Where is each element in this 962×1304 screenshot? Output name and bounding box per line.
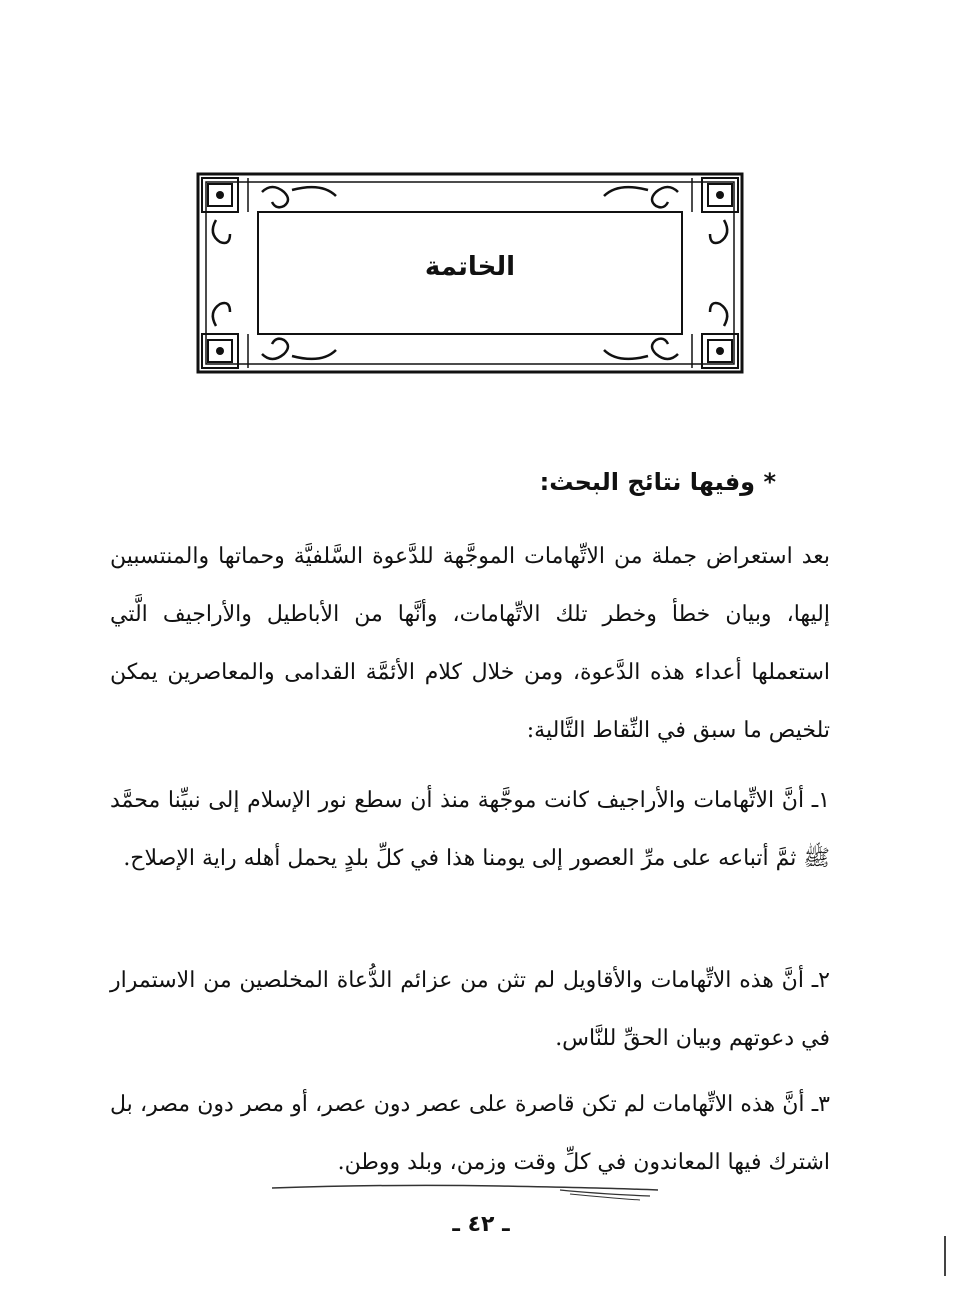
- page-number: ـ ٤٢ ـ: [452, 1212, 510, 1237]
- point-3-block: [110, 1076, 830, 1192]
- section-title: الخاتمة: [424, 252, 516, 282]
- intro-text: بعد استعراض جملة من الاتِّهامات الموجَّهة للدَّعوة السَّلفيَّة وحماتها والمنتسبين إليها، وبيان خطأ وخطر تلك الاتِّهامات، وأنَّها من الأباطيل والأراجيف الَّتي استعملها أعداء هذه الدَّعوة، ومن خلال كلام الأئمَّة القدامى والمعاصرين يمكن تلخيص ما سبق في النِّقاط التَّالية:: [110, 544, 830, 743]
- scan-edge-mark: [944, 1236, 946, 1276]
- ornamental-title-frame: [196, 172, 744, 374]
- point-2: ٢ـ أنَّ هذه الاتِّهامات والأقاويل لم تثن من عزائم الدُّعاة المخلصين من الاستمرار في دعوتهم وبيان الحقِّ للنَّاس.: [110, 968, 830, 1051]
- point-1: ١ـ أنَّ الاتِّهامات والأراجيف كانت موجَّهة منذ أن سطع نور الإسلام إلى نبيِّنا محمَّد ﷺ ثمَّ أتباعه على مرِّ العصور إلى يومنا هذا في كلِّ بلدٍ يحمل أهله راية الإصلاح.: [110, 788, 830, 871]
- point-1-block: [110, 772, 830, 888]
- results-subheading: * وفيها نتائج البحث:: [539, 468, 776, 496]
- handwritten-underline: [270, 1178, 660, 1204]
- point-3: ٣ـ أنَّ هذه الاتِّهامات لم تكن قاصرة على عصر دون عصر، أو مصر دون مصر، بل اشترك فيها المعاندون في كلِّ وقت وزمن، وبلد ووطن.: [110, 1092, 830, 1175]
- point-2-block: [110, 952, 830, 1068]
- intro-paragraph: [110, 528, 830, 760]
